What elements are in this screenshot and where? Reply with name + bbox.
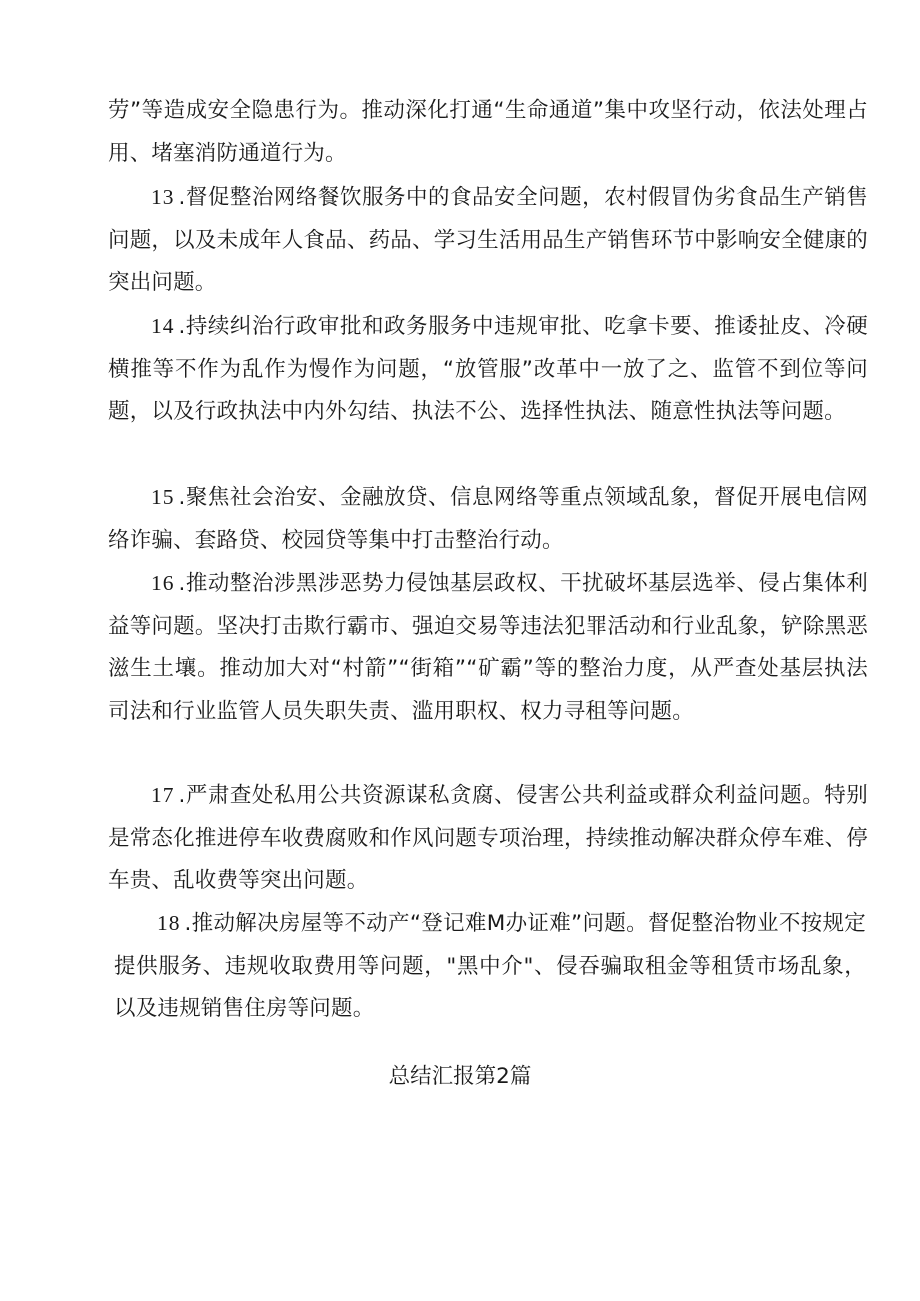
paragraph-text: .持续纠治行政审批和政务服务中违规审批、吃拿卡要、推诿扯皮、冷硬横推等不作为乱作为慢作为问题，“放管服”改革中一放了之、监管不到位等问题，以及行政执法中内外勾结、执法不公、选择性执法、随意性执法等问题。 — [108, 314, 868, 424]
paragraph-continuation — [108, 90, 868, 175]
paragraph-text: 劳”等造成安全隐患行为。推动深化打通“生命通道”集中攻坚行动，依法处理占用、堵塞消防通道行为。 — [108, 98, 868, 166]
item-number: 14 — [151, 314, 175, 338]
item-number: 17 — [151, 783, 175, 807]
paragraph-item-15 — [108, 476, 868, 562]
item-number: 18 — [157, 911, 181, 935]
paragraph-item-14 — [108, 305, 868, 434]
paragraph-item-17 — [108, 774, 868, 903]
item-number: 15 — [151, 485, 175, 509]
paragraph-item-13 — [108, 176, 868, 305]
paragraph-item-18 — [114, 902, 866, 1031]
item-number: 16 — [151, 571, 175, 595]
paragraph-text: .推动解决房屋等不动产“登记难M办证难”问题。督促整治物业不按规定提供服务、违规收取费用等问题，"黑中介"、侵吞骗取租金等租赁市场乱象，以及违规销售住房等问题。 — [114, 911, 866, 1021]
paragraph-text: .推动整治涉黑涉恶势力侵蚀基层政权、干扰破坏基层选举、侵占集体利益等问题。坚决打击欺行霸市、强迫交易等违法犯罪活动和行业乱象，铲除黑恶滋生土壤。推动加大对“村箭”“街箱”“矿霸”等的整治力度，从严查处基层执法司法和行业监管人员失职失责、滥用职权、权力寻租等问题。 — [108, 571, 868, 724]
paragraph-text: .严肃查处私用公共资源谋私贪腐、侵害公共利益或群众利益问题。特别是常态化推进停车收费腐败和作风问题专项治理，持续推动解决群众停车难、停车贵、乱收费等突出问题。 — [108, 783, 868, 893]
paragraph-text: .督促整治网络餐饮服务中的食品安全问题，农村假冒伪劣食品生产销售问题，以及未成年人食品、药品、学习生活用品生产销售环节中影响安全健康的突出问题。 — [108, 185, 868, 295]
paragraph-item-16 — [108, 562, 868, 733]
item-number: 13 — [151, 185, 175, 209]
section-heading: 总结汇报第2篇 — [388, 1064, 532, 1089]
paragraph-text: .聚焦社会治安、金融放贷、信息网络等重点领域乱象，督促开展电信网络诈骗、套路贷、校园贷等集中打击整治行动。 — [108, 485, 868, 553]
